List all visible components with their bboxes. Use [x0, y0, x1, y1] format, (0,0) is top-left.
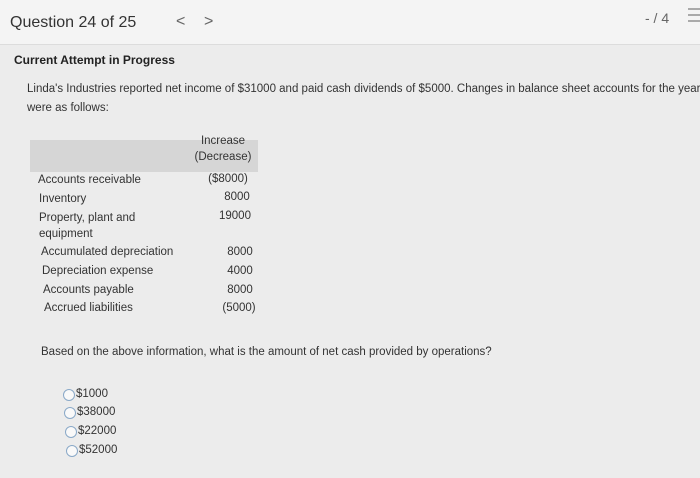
table-row-label: Property, plant and	[39, 212, 136, 224]
radio-button-icon[interactable]	[66, 445, 78, 457]
table-row-label: Inventory	[39, 193, 87, 205]
table-row-label: Accumulated depreciation	[41, 246, 174, 258]
table-row-value: 19000	[219, 210, 251, 222]
table-row-label: Depreciation expense	[42, 265, 154, 277]
answer-option-label[interactable]: $22000	[78, 425, 117, 437]
next-question-button[interactable]: >	[204, 13, 214, 30]
table-row-value: (5000)	[222, 302, 256, 314]
score-display: - / 4	[645, 10, 670, 26]
question-text: Based on the above information, what is the amount of net cash provided by operations?	[41, 346, 492, 358]
table-row-label-continued: equipment	[39, 228, 93, 240]
answer-option-label[interactable]: $52000	[79, 444, 118, 456]
question-prompt	[27, 80, 700, 118]
attempt-status: Current Attempt in Progress	[14, 53, 175, 67]
table-row-value: 8000	[224, 191, 250, 203]
radio-button-icon[interactable]	[64, 407, 76, 419]
table-row-value: 4000	[227, 265, 253, 277]
table-row-label: Accounts payable	[43, 284, 134, 296]
table-row-value: 8000	[227, 246, 253, 258]
prompt-line-1: Linda's Industries reported net income of $31000 and paid cash dividends of $5000. Changes in balance sheet accounts for the year	[27, 83, 700, 95]
previous-question-button[interactable]: <	[176, 13, 186, 30]
answer-option-label[interactable]: $38000	[77, 406, 116, 418]
question-list-icon[interactable]	[684, 8, 700, 26]
prompt-line-2: were as follows:	[27, 102, 109, 114]
question-header	[0, 0, 700, 45]
table-row-value: ($8000)	[208, 173, 248, 185]
table-row-label: Accounts receivable	[38, 174, 141, 186]
table-column-header: Increase (Decrease)	[194, 135, 252, 163]
table-row-value: 8000	[227, 284, 253, 296]
question-title: Question 24 of 25	[10, 14, 137, 31]
table-row-label: Accrued liabilities	[44, 302, 133, 314]
answer-option-label[interactable]: $1000	[76, 388, 108, 400]
radio-button-icon[interactable]	[65, 426, 77, 438]
radio-button-icon[interactable]	[63, 389, 75, 401]
